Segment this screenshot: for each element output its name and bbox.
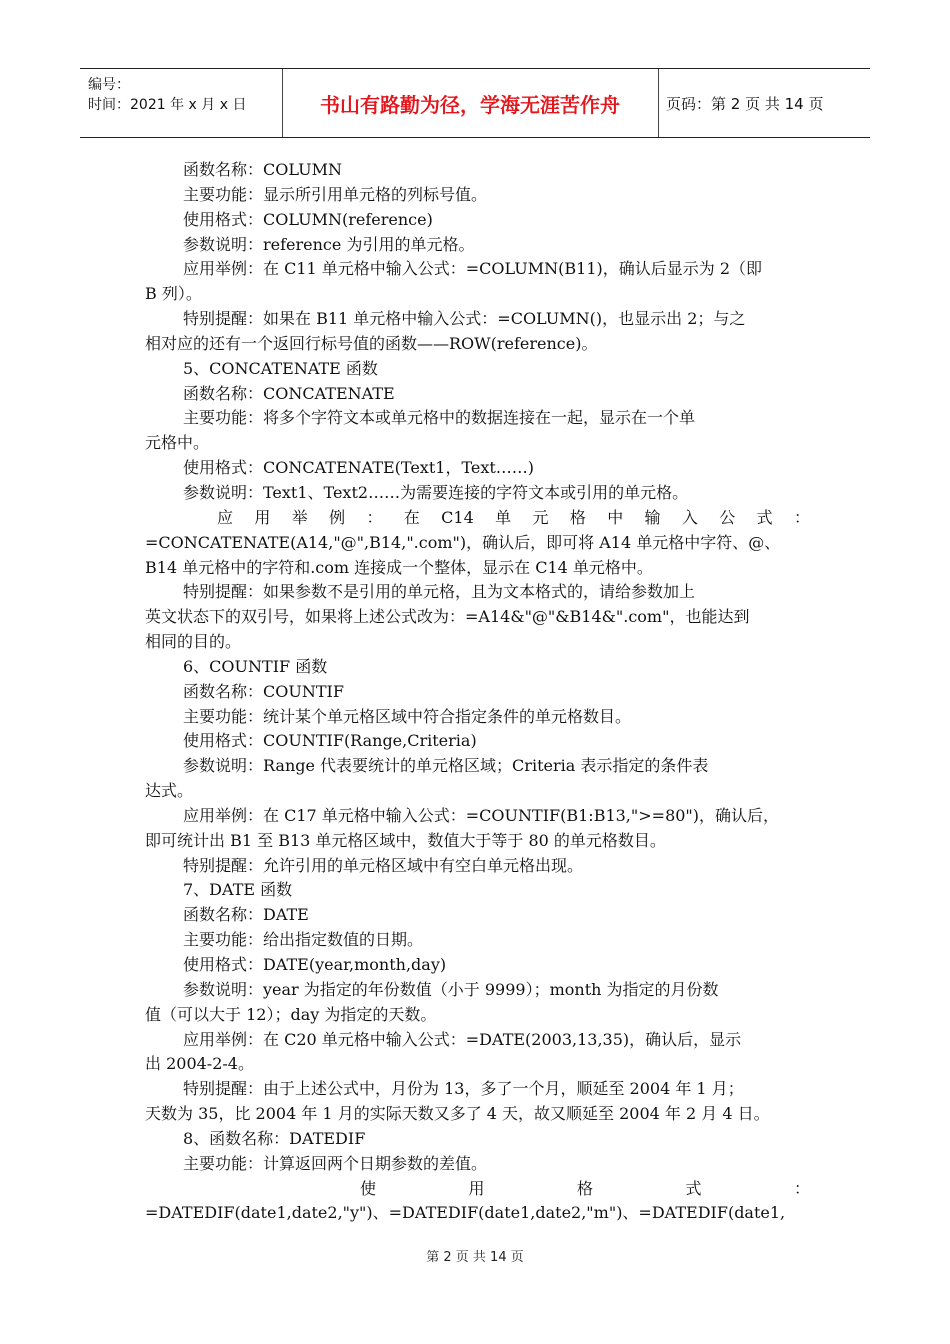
text-line: 函数名称：COUNTIF: [183, 681, 344, 701]
text-line: B 列）。: [145, 284, 202, 304]
header-meta: [88, 75, 284, 115]
text-line: 达式。: [145, 781, 194, 801]
text-line: 相对应的还有一个返回行标号值的函数——ROW(reference)。: [145, 333, 598, 353]
text-line: 主要功能：统计某个单元格区域中符合指定条件的单元格数目。: [183, 706, 632, 726]
text-line: 函数名称：DATE: [183, 905, 309, 925]
text-line: 使用格式：COUNTIF(Range,Criteria): [183, 731, 477, 751]
page-header: [80, 68, 870, 138]
header-divider: [658, 69, 659, 137]
text-line: B14 单元格中的字符和.com 连接成一个整体，显示在 C14 单元格中。: [145, 557, 653, 577]
text-line: 主要功能：将多个字符文本或单元格中的数据连接在一起，显示在一个单: [183, 408, 696, 428]
text-line: 应用举例：在 C17 单元格中输入公式：=COUNTIF(B1:B13,">=80")，确认后，: [183, 805, 780, 825]
text-line: 使用格式：COLUMN(reference): [183, 209, 433, 229]
text-line: 使用格式：DATE(year,month,day): [183, 955, 447, 974]
text-line: 函数名称：CONCATENATE: [183, 383, 395, 403]
justified-example-line: 应 用 举 例 ： 在 C14 单 元 格 中 输 入 公 式 ：: [217, 507, 810, 527]
text-line: 参数说明：reference 为引用的单元格。: [183, 234, 475, 254]
text-line: 函数名称：COLUMN: [183, 160, 342, 179]
document-date: 时间：2021 年 x 月 x 日: [88, 97, 247, 113]
section-heading: 7、DATE 函数: [183, 880, 293, 900]
text-line: 参数说明：Text1、Text2……为需要连接的字符文本或引用的单元格。: [183, 482, 689, 502]
page-footer: 第 2 页 共 14 页: [426, 1250, 524, 1265]
text-line: 特别提醒：如果参数不是引用的单元格，且为文本格式的，请给参数加上: [183, 582, 696, 602]
text-line: 元格中。: [145, 433, 210, 453]
text-line: 即可统计出 B1 至 B13 单元格区域中，数值大于等于 80 的单元格数目。: [145, 830, 666, 850]
text-line: 出 2004-2-4。: [145, 1054, 254, 1074]
text-line: 特别提醒：如果在 B11 单元格中输入公式：=COLUMN()，也显示出 2；与之: [183, 309, 746, 329]
text-line: 主要功能：计算返回两个日期参数的差值。: [183, 1153, 488, 1173]
text-line: 参数说明：year 为指定的年份数值（小于 9999）；month 为指定的月份数: [183, 979, 719, 999]
section-heading: 5、CONCATENATE 函数: [183, 358, 378, 378]
text-line: 天数为 35，比 2004 年 1 月的实际天数又多了 4 天，故又顺延至 2004 年 2 月 4 日。: [145, 1104, 770, 1124]
text-line: 特别提醒：允许引用的单元格区域中有空白单元格出现。: [183, 855, 584, 875]
text-line: 主要功能：给出指定数值的日期。: [183, 930, 424, 950]
text-line: =CONCATENATE(A14,"@",B14,".com")，确认后，即可将 A14 单元格中字符、@、: [145, 532, 781, 552]
header-motto: 书山有路勤为径，学海无涯苦作舟: [320, 92, 620, 117]
text-line: 参数说明：Range 代表要统计的单元格区域；Criteria 表示指定的条件表: [183, 756, 709, 776]
justified-usage-line: 使 用 格 式 ：: [360, 1178, 810, 1198]
text-line: =DATEDIF(date1,date2,"y")、=DATEDIF(date1,date2,"m")、=DATEDIF(date1,: [145, 1203, 786, 1223]
text-line: 英文状态下的双引号，如果将上述公式改为：=A14&"@"&B14&".com"，也能达到: [145, 607, 750, 627]
section-heading: 6、COUNTIF 函数: [183, 656, 328, 676]
text-line: 应用举例：在 C11 单元格中输入公式：=COLUMN(B11)，确认后显示为 2（即: [183, 259, 763, 279]
text-line: 值（可以大于 12）；day 为指定的天数。: [145, 1004, 437, 1024]
document-body: [145, 158, 810, 1226]
text-line: 主要功能：显示所引用单元格的列标号值。: [183, 184, 488, 204]
header-page-info: 页码：第 2 页 共 14 页: [666, 95, 824, 113]
text-line: 应用举例：在 C20 单元格中输入公式：=DATE(2003,13,35)，确认后，显示: [183, 1029, 742, 1049]
text-line: 特别提醒：由于上述公式中，月份为 13，多了一个月，顺延至 2004 年 1 月；: [183, 1079, 744, 1099]
text-line: 使用格式：CONCATENATE(Text1，Text……): [183, 458, 535, 478]
document-number: 编号：: [88, 77, 130, 93]
section-heading: 8、函数名称：DATEDIF: [183, 1128, 366, 1148]
text-line: 相同的目的。: [145, 632, 242, 652]
